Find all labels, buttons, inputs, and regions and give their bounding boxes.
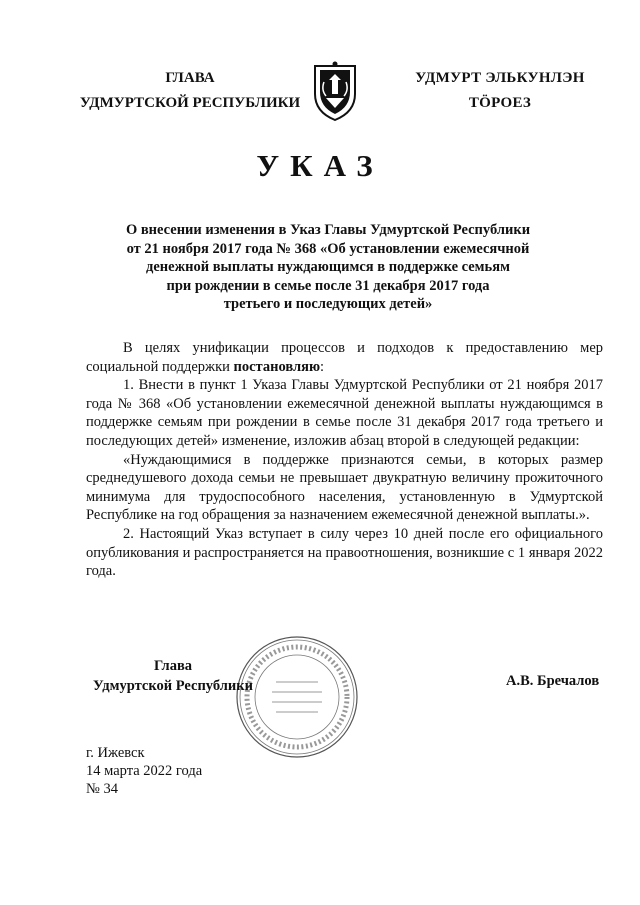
intro-paragraph [86, 339, 603, 376]
coat-of-arms-icon [311, 60, 359, 122]
issue-date: 14 марта 2022 года [86, 763, 203, 779]
issuer-udm-line-1: УДМУРТ ЭЛЬКУНЛЭН [415, 70, 585, 86]
document-title: УКАЗ [256, 148, 384, 183]
issuer-header-udmurt [400, 66, 600, 116]
intro-text: В целях унификации процессов и подходов к предоставлению мер социальной поддержки [86, 340, 603, 375]
document-body [86, 339, 603, 581]
intro-emphasis: постановляю [233, 358, 321, 375]
subject-line: при рождении в семье после 31 декабря 2017 года [166, 277, 490, 294]
item-1-paragraph: 1. Внести в пункт 1 Указа Главы Удмуртской Республики от 21 ноября 2017 года № 368 «Об установлении ежемесячной денежной выплаты нуждающимся в поддержке семьям при рождении в семье после 31 декабря 2017 года третьего и последующих детей» изменение, изложив абзац второй в следующей редакции: [86, 377, 603, 449]
document-subject [80, 221, 576, 314]
issuer-line-1: ГЛАВА [165, 70, 215, 86]
subject-line: денежной выплаты нуждающимся в поддержке семьям [146, 259, 510, 275]
position-line-1: Глава [153, 658, 193, 674]
quoted-paragraph: «Нуждающимися в поддержке признаются семьи, в которых размер среднедушевого дохода семьи не превышает двукратную величину прожиточного минимума для трудоспособного населения, установленную в Удмуртской Республике на год обращения за назначением ежемесячной денежной выплаты.». [86, 451, 603, 524]
signatory-position [88, 656, 258, 696]
document-number: № 34 [86, 781, 118, 797]
issuer-header-russian [70, 66, 310, 116]
item-2-paragraph: 2. Настоящий Указ вступает в силу через 10 дней после его официального опубликования и распространяется на правоотношения, возникшие с 1 января 2022 года. [86, 525, 603, 580]
position-line-2: Удмуртской Республики [93, 678, 253, 694]
subject-line: от 21 ноября 2017 года № 368 «Об установлении ежемесячной [126, 240, 530, 257]
official-seal-icon [232, 632, 362, 762]
document-footer [86, 744, 202, 798]
subject-line: третьего и последующих детей» [223, 296, 433, 312]
issue-city: г. Ижевск [86, 745, 145, 761]
issuer-line-2: УДМУРТСКОЙ РЕСПУБЛИКИ [79, 95, 301, 111]
issuer-udm-line-2: ТӦРОЕЗ [468, 95, 532, 111]
subject-line: О внесении изменения в Указ Главы Удмуртской Республики [125, 222, 531, 238]
signatory-name: А.В. Бречалов [506, 673, 600, 689]
intro-colon: : [320, 358, 325, 375]
